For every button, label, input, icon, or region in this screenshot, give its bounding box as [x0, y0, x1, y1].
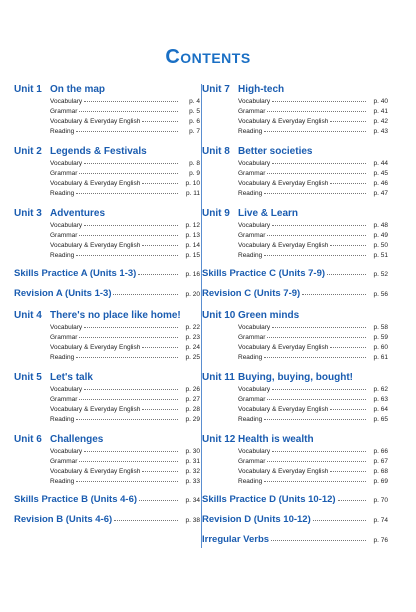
section-page: p. 16 [185, 271, 200, 278]
contents-entry [238, 458, 388, 468]
dot-leader [142, 471, 178, 472]
unit-title: There's no place like home! [50, 310, 181, 321]
unit-title: Legends & Festivals [50, 146, 147, 157]
entry-label: Grammar [238, 458, 266, 465]
section-page: p. 38 [185, 517, 200, 524]
dot-leader [84, 389, 178, 390]
entry-label: Grammar [50, 232, 78, 239]
dot-leader [79, 337, 178, 338]
unit-number: Unit 10 [202, 310, 236, 321]
dot-leader [113, 294, 178, 295]
entry-label: Vocabulary [50, 448, 83, 455]
contents-left-column [14, 84, 200, 528]
entry-page: p. 64 [373, 406, 388, 413]
entry-page: p. 44 [373, 160, 388, 167]
entry-page: p. 23 [185, 334, 200, 341]
entry-label: Vocabulary & Everyday English [238, 180, 329, 187]
dot-leader [338, 500, 366, 501]
entry-page: p. 24 [185, 344, 200, 351]
section-label: Irregular Verbs [202, 534, 270, 545]
contents-entry [238, 180, 388, 190]
entry-label: Vocabulary [50, 98, 83, 105]
contents-entry [50, 128, 200, 138]
entry-label: Vocabulary [50, 386, 83, 393]
unit-title: Adventures [50, 208, 106, 219]
entry-label: Vocabulary [238, 222, 271, 229]
dot-leader [272, 101, 366, 102]
unit-title: Let's talk [50, 372, 93, 383]
entry-page: p. 6 [189, 118, 200, 125]
entry-page: p. 47 [373, 190, 388, 197]
contents-entry [238, 354, 388, 364]
contents-entry [50, 252, 200, 262]
section-heading [202, 268, 388, 282]
contents-entry [50, 334, 200, 344]
entry-page: p. 61 [373, 354, 388, 361]
dot-leader [272, 225, 366, 226]
dot-leader [79, 235, 178, 236]
entry-label: Vocabulary & Everyday English [50, 344, 141, 351]
entry-page: p. 59 [373, 334, 388, 341]
unit-heading [202, 208, 388, 222]
section-page: p. 20 [185, 291, 200, 298]
unit-number: Unit 8 [202, 146, 230, 157]
section-page: p. 74 [373, 517, 388, 524]
unit-heading [202, 146, 388, 160]
dot-leader [264, 357, 366, 358]
entry-page: p. 15 [185, 252, 200, 259]
unit-number: Unit 4 [14, 310, 42, 321]
entry-page: p. 13 [185, 232, 200, 239]
contents-entry [238, 128, 388, 138]
contents-entry [50, 180, 200, 190]
section-page: p. 56 [373, 291, 388, 298]
entry-page: p. 10 [185, 180, 200, 187]
contents-entry [238, 160, 388, 170]
entry-label: Reading [50, 416, 75, 423]
unit-heading [14, 84, 200, 98]
unit-heading [14, 146, 200, 160]
dot-leader [330, 347, 366, 348]
dot-leader [79, 111, 178, 112]
contents-entry [238, 334, 388, 344]
entry-label: Reading [238, 128, 263, 135]
dot-leader [267, 461, 366, 462]
dot-leader [264, 481, 366, 482]
entry-label: Reading [50, 354, 75, 361]
section-label: Revision C (Units 7-9) [202, 288, 301, 299]
dot-leader [84, 327, 178, 328]
dot-leader [142, 409, 178, 410]
entry-label: Vocabulary [238, 324, 271, 331]
contents-entry [238, 242, 388, 252]
contents-entry [238, 108, 388, 118]
entry-page: p. 45 [373, 170, 388, 177]
contents-entry [50, 448, 200, 458]
dot-leader [267, 111, 366, 112]
contents-entry [50, 324, 200, 334]
entry-label: Grammar [50, 334, 78, 341]
dot-leader [330, 409, 366, 410]
dot-leader [142, 183, 178, 184]
dot-leader [267, 173, 366, 174]
section-heading [14, 288, 200, 302]
dot-leader [76, 193, 178, 194]
unit-title: On the map [50, 84, 106, 95]
contents-entry [50, 160, 200, 170]
entry-label: Vocabulary & Everyday English [50, 118, 141, 125]
entry-label: Reading [50, 252, 75, 259]
contents-entry [238, 252, 388, 262]
entry-label: Vocabulary [50, 222, 83, 229]
contents-entry [238, 396, 388, 406]
contents-entry [238, 232, 388, 242]
section-heading [202, 494, 388, 508]
dot-leader [142, 121, 178, 122]
unit-title: Green minds [238, 310, 300, 321]
dot-leader [84, 163, 178, 164]
section-label: Revision D (Units 10-12) [202, 514, 311, 525]
contents-entry [238, 478, 388, 488]
dot-leader [327, 274, 366, 275]
contents-entry [238, 406, 388, 416]
dot-leader [330, 183, 366, 184]
entry-page: p. 5 [189, 108, 200, 115]
section-label: Revision B (Units 4-6) [14, 514, 113, 525]
unit-number: Unit 6 [14, 434, 42, 445]
dot-leader [272, 451, 366, 452]
entry-page: p. 67 [373, 458, 388, 465]
unit-heading [14, 434, 200, 448]
entry-page: p. 29 [185, 416, 200, 423]
contents-entry [50, 190, 200, 200]
entry-page: p. 31 [185, 458, 200, 465]
contents-entry [238, 386, 388, 396]
entry-page: p. 12 [185, 222, 200, 229]
contents-entry [238, 468, 388, 478]
unit-title: Live & Learn [238, 208, 299, 219]
entry-page: p. 25 [185, 354, 200, 361]
entry-page: p. 27 [185, 396, 200, 403]
contents-entry [50, 386, 200, 396]
dot-leader [142, 245, 178, 246]
section-label: Skills Practice A (Units 1-3) [14, 268, 137, 279]
section-label: Skills Practice D (Units 10-12) [202, 494, 336, 505]
section-heading [14, 494, 200, 508]
contents-entry [50, 468, 200, 478]
contents-right-column [201, 84, 388, 548]
entry-page: p. 65 [373, 416, 388, 423]
section-label: Revision A (Units 1-3) [14, 288, 112, 299]
unit-title: Challenges [50, 434, 104, 445]
dot-leader [142, 347, 178, 348]
section-page: p. 52 [373, 271, 388, 278]
section-page: p. 34 [185, 497, 200, 504]
unit-number: Unit 5 [14, 372, 42, 383]
dot-leader [302, 294, 366, 295]
unit-heading [202, 84, 388, 98]
entry-label: Reading [50, 190, 75, 197]
dot-leader [76, 419, 178, 420]
unit-number: Unit 12 [202, 434, 236, 445]
dot-leader [76, 481, 178, 482]
entry-label: Vocabulary [50, 160, 83, 167]
contents-entry [50, 406, 200, 416]
entry-label: Vocabulary & Everyday English [238, 406, 329, 413]
entry-page: p. 60 [373, 344, 388, 351]
entry-page: p. 7 [189, 128, 200, 135]
dot-leader [79, 173, 178, 174]
dot-leader [114, 520, 178, 521]
entry-page: p. 49 [373, 232, 388, 239]
section-page: p. 76 [373, 537, 388, 544]
unit-heading [14, 310, 200, 324]
entry-label: Vocabulary & Everyday English [50, 180, 141, 187]
contents-entry [238, 416, 388, 426]
entry-label: Reading [238, 416, 263, 423]
entry-page: p. 33 [185, 478, 200, 485]
entry-page: p. 42 [373, 118, 388, 125]
section-label: Skills Practice C (Units 7-9) [202, 268, 326, 279]
entry-page: p. 63 [373, 396, 388, 403]
entry-label: Vocabulary & Everyday English [50, 468, 141, 475]
unit-number: Unit 3 [14, 208, 42, 219]
entry-page: p. 22 [185, 324, 200, 331]
unit-number: Unit 9 [202, 208, 230, 219]
entry-page: p. 14 [185, 242, 200, 249]
entry-label: Grammar [238, 232, 266, 239]
entry-page: p. 50 [373, 242, 388, 249]
contents-entry [238, 98, 388, 108]
entry-label: Grammar [50, 458, 78, 465]
contents-entry [50, 396, 200, 406]
dot-leader [139, 500, 178, 501]
entry-page: p. 48 [373, 222, 388, 229]
entry-label: Grammar [50, 396, 78, 403]
entry-label: Vocabulary & Everyday English [50, 406, 141, 413]
entry-label: Vocabulary & Everyday English [238, 344, 329, 351]
entry-label: Grammar [238, 334, 266, 341]
entry-page: p. 58 [373, 324, 388, 331]
unit-heading [202, 310, 388, 324]
entry-page: p. 69 [373, 478, 388, 485]
contents-entry [50, 344, 200, 354]
entry-label: Reading [50, 128, 75, 135]
contents-entry [50, 98, 200, 108]
dot-leader [267, 399, 366, 400]
contents-entry [238, 324, 388, 334]
entry-page: p. 66 [373, 448, 388, 455]
section-heading [202, 514, 388, 528]
entry-page: p. 11 [186, 190, 200, 197]
entry-page: p. 43 [373, 128, 388, 135]
dot-leader [264, 193, 366, 194]
entry-label: Grammar [238, 396, 266, 403]
entry-label: Grammar [50, 108, 78, 115]
section-heading [202, 288, 388, 302]
entry-label: Vocabulary & Everyday English [238, 242, 329, 249]
dot-leader [79, 461, 178, 462]
entry-label: Reading [238, 252, 263, 259]
dot-leader [84, 451, 178, 452]
dot-leader [76, 357, 178, 358]
dot-leader [84, 101, 178, 102]
dot-leader [267, 337, 366, 338]
dot-leader [264, 419, 366, 420]
contents-entry [50, 242, 200, 252]
unit-heading [14, 372, 200, 386]
entry-label: Reading [238, 354, 263, 361]
contents-entry [50, 458, 200, 468]
contents-entry [238, 118, 388, 128]
contents-entry [50, 170, 200, 180]
unit-title: Health is wealth [238, 434, 314, 445]
dot-leader [76, 131, 178, 132]
entry-page: p. 26 [185, 386, 200, 393]
contents-entry [238, 170, 388, 180]
entry-label: Grammar [50, 170, 78, 177]
entry-label: Grammar [238, 108, 266, 115]
dot-leader [138, 274, 178, 275]
section-heading [14, 268, 200, 282]
entry-page: p. 30 [185, 448, 200, 455]
section-heading [14, 514, 200, 528]
entry-page: p. 68 [373, 468, 388, 475]
dot-leader [272, 327, 366, 328]
dot-leader [264, 255, 366, 256]
entry-label: Reading [50, 478, 75, 485]
section-page: p. 70 [373, 497, 388, 504]
contents-entry [50, 118, 200, 128]
contents-entry [50, 416, 200, 426]
contents-entry [50, 478, 200, 488]
entry-label: Vocabulary [238, 160, 271, 167]
entry-label: Grammar [238, 170, 266, 177]
entry-page: p. 62 [373, 386, 388, 393]
entry-label: Vocabulary [238, 386, 271, 393]
unit-number: Unit 1 [14, 84, 42, 95]
entry-page: p. 28 [185, 406, 200, 413]
unit-number: Unit 2 [14, 146, 42, 157]
unit-title: Buying, buying, bought! [238, 372, 353, 383]
dot-leader [79, 399, 178, 400]
contents-entry [238, 190, 388, 200]
entry-page: p. 8 [189, 160, 200, 167]
entry-label: Vocabulary [50, 324, 83, 331]
unit-title: Better societies [238, 146, 313, 157]
dot-leader [330, 471, 366, 472]
entry-page: p. 41 [373, 108, 388, 115]
entry-label: Vocabulary & Everyday English [238, 118, 329, 125]
contents-entry [50, 232, 200, 242]
entry-page: p. 40 [373, 98, 388, 105]
entry-label: Vocabulary [238, 448, 271, 455]
entry-page: p. 51 [373, 252, 388, 259]
contents-entry [50, 222, 200, 232]
entry-label: Reading [238, 190, 263, 197]
dot-leader [330, 245, 366, 246]
entry-label: Vocabulary & Everyday English [50, 242, 141, 249]
contents-entry [238, 344, 388, 354]
dot-leader [267, 235, 366, 236]
entry-page: p. 46 [373, 180, 388, 187]
dot-leader [272, 163, 366, 164]
contents-entry [238, 448, 388, 458]
section-label: Skills Practice B (Units 4-6) [14, 494, 138, 505]
section-heading [202, 534, 388, 548]
dot-leader [84, 225, 178, 226]
dot-leader [271, 540, 366, 541]
dot-leader [264, 131, 366, 132]
entry-page: p. 32 [185, 468, 200, 475]
contents-entry [238, 222, 388, 232]
contents-entry [50, 354, 200, 364]
entry-label: Vocabulary [238, 98, 271, 105]
unit-heading [202, 372, 388, 386]
entry-page: p. 4 [189, 98, 200, 105]
page-title: Contents [165, 46, 251, 68]
entry-label: Reading [238, 478, 263, 485]
dot-leader [76, 255, 178, 256]
dot-leader [272, 389, 366, 390]
unit-title: High-tech [238, 84, 285, 95]
contents-entry [50, 108, 200, 118]
entry-label: Vocabulary & Everyday English [238, 468, 329, 475]
unit-number: Unit 11 [202, 372, 235, 383]
dot-leader [330, 121, 366, 122]
unit-heading [14, 208, 200, 222]
unit-number: Unit 7 [202, 84, 230, 95]
dot-leader [313, 520, 366, 521]
entry-page: p. 9 [189, 170, 200, 177]
unit-heading [202, 434, 388, 448]
